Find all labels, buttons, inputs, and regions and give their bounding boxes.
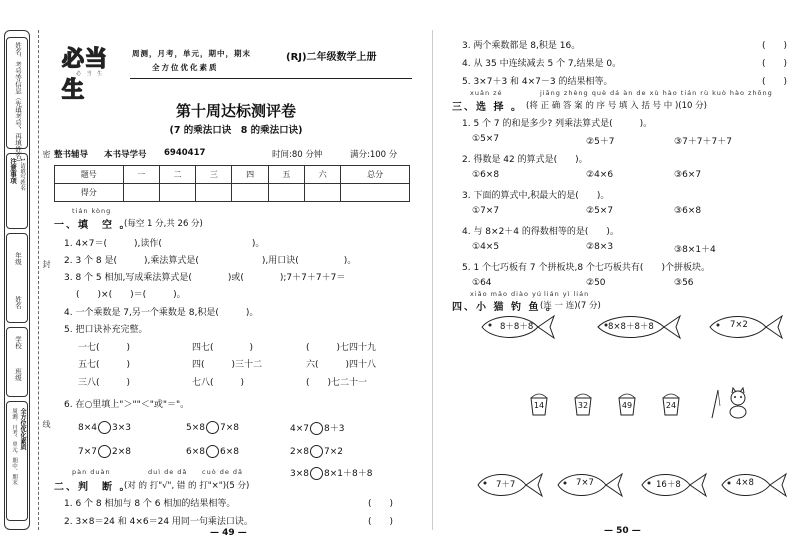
score-cell: 五: [268, 166, 304, 184]
score-cell: 一: [123, 166, 159, 184]
q3a: 3. 8 个 5 相加,写成乘法算式是( )或( );7＋7＋7＋7＝: [64, 273, 346, 283]
compare-right: 2×8: [112, 447, 131, 457]
compare-circle[interactable]: [310, 445, 323, 458]
brand-slogan: 全方位优化素质: [152, 63, 219, 72]
s4-pinyin-1: xiǎo māo diào yú: [470, 290, 542, 298]
q4: 4. 一个乘数是 7,另一个乘数是 8,积是( )。: [64, 308, 259, 318]
bucket-number: 32: [577, 401, 589, 410]
fish-label: 8＋8＋8: [500, 322, 534, 332]
label-grade: 年级: [14, 252, 22, 265]
compare-circle[interactable]: [206, 445, 219, 458]
choice-4-opt[interactable]: ③8×1＋4: [674, 245, 716, 255]
s1-pinyin: tián kòng: [72, 207, 112, 215]
notice-title: 注意事项: [9, 158, 17, 184]
choice-5-opt[interactable]: ②50: [586, 278, 606, 288]
score-cell: 得分: [55, 184, 124, 202]
q5-item: 三八( ): [78, 378, 131, 388]
judge-5-answer[interactable]: ( ): [762, 77, 788, 87]
s2-pinyin-2: duì de dǎ: [148, 468, 188, 476]
logo: [52, 34, 130, 103]
choice-3-opt[interactable]: ②5×7: [586, 206, 614, 216]
section-1-note: (每空 1 分,共 26 分): [124, 219, 203, 229]
fish-label: 16＋8: [656, 480, 681, 490]
score-cell: 题号: [55, 166, 124, 184]
judge-3-answer[interactable]: ( ): [762, 41, 788, 51]
judge-4: 4. 从 35 中连续减去 5 个 7,结果是 0。: [462, 59, 622, 69]
q2: 2. 3 个 8 是( ),乘法算式是( ),用口诀( )。: [64, 256, 357, 266]
compare-left: 3×8: [290, 469, 309, 479]
q6: 6. 在○里填上"＞""＜"或"＝"。: [64, 400, 190, 410]
choice-2-opt[interactable]: ③6×7: [674, 170, 702, 180]
info-box-text: 姓名、考号等信息（先填考号，再填姓名）: [14, 42, 22, 166]
choice-2: 2. 得数是 42 的算式是( )。: [462, 155, 588, 165]
cat-fishing-icon: [708, 386, 752, 420]
brand-tags: 周测，月考，单元，期中，期末: [132, 49, 251, 58]
score-input-cell[interactable]: [232, 184, 268, 202]
q5-item: ( )七二十一: [306, 378, 368, 388]
score-cell: 四: [232, 166, 268, 184]
choice-3: 3. 下面的算式中,积最大的是( )。: [462, 191, 610, 201]
compare-circle[interactable]: [98, 445, 111, 458]
compare-left: 6×8: [186, 447, 205, 457]
section-4-note: (连 一 连)(7 分): [540, 301, 601, 311]
compare-item: [290, 466, 372, 480]
compare-right: 6×8: [220, 447, 239, 457]
strip-slogan: 全方位优化素质: [19, 408, 26, 450]
compare-item: [290, 421, 344, 435]
logo-subtext: 必 当 生: [76, 71, 105, 77]
page-number-left: — 49 —: [210, 528, 247, 538]
q5-item: 七八( ): [192, 378, 245, 388]
compare-circle[interactable]: [206, 421, 219, 434]
choice-5-opt[interactable]: ③56: [674, 278, 694, 288]
grade-label: (RJ)二年级数学上册: [286, 52, 377, 63]
score-table: [54, 165, 410, 202]
cut-char-1: 密: [42, 150, 51, 158]
page-subtitle: (7 的乘法口诀 8 的乘法口诀): [169, 125, 303, 136]
bucket-number: 14: [533, 401, 545, 410]
score-input-cell[interactable]: [268, 184, 304, 202]
compare-item: [290, 445, 343, 458]
section-1-title: 一、填 空 。: [54, 220, 132, 231]
compare-left: 8×4: [78, 423, 97, 433]
compare-item: [78, 445, 131, 458]
cut-char-3: 线: [42, 420, 51, 428]
s2-pinyin-3: cuò de dǎ: [202, 468, 244, 476]
q1: 1. 4×7＝( ),读作( )。: [64, 239, 265, 249]
fish-label: 4×8: [736, 478, 754, 488]
page-number-right: — 50 —: [604, 526, 641, 536]
meta-code: 6940417: [164, 148, 206, 158]
judge-4-answer[interactable]: ( ): [762, 59, 788, 69]
q5: 5. 把口诀补充完整。: [64, 325, 148, 335]
q5-item: 四( )三十二: [192, 360, 263, 370]
section-2-title: 二、判 断 。: [54, 482, 132, 493]
choice-1-opt[interactable]: ①5×7: [472, 134, 500, 144]
compare-item: [186, 445, 239, 458]
binding-strip: [4, 30, 30, 530]
label-school: 学校: [14, 336, 22, 349]
meta-org: 整书辅导: [54, 150, 89, 160]
s4-pinyin-2: lián yì lián: [544, 290, 590, 298]
fish-icon[interactable]: [720, 470, 788, 500]
s2-pinyin-1: pàn duàn: [72, 468, 111, 476]
score-cell: 六: [305, 166, 341, 184]
score-cell: 三: [196, 166, 232, 184]
judge-2: 2. 3×8＝24 和 4×6＝24 用同一句乘法口诀。: [64, 517, 253, 527]
section-2-note: (对 的 打"√", 错 的 打"×")(5 分): [124, 481, 250, 491]
choice-5: 5. 1 个七巧板有 7 个拼板块,8 个七巧板共有( )个拼板块。: [462, 263, 710, 273]
score-input-cell[interactable]: [159, 184, 195, 202]
bucket-number: 49: [621, 401, 633, 410]
compare-circle[interactable]: [310, 422, 323, 435]
compare-item: [78, 421, 131, 434]
compare-left: 4×7: [290, 424, 309, 434]
section-3-title: 三、选 择 。: [452, 102, 523, 113]
meta-time: 时间:80 分钟: [272, 150, 323, 160]
fish-label: 7×7: [576, 478, 594, 488]
choice-1-opt[interactable]: ③7＋7＋7＋7: [674, 137, 732, 147]
logo-text: 必当生: [62, 47, 109, 103]
choice-2-opt[interactable]: ①6×8: [472, 170, 500, 180]
compare-circle[interactable]: [98, 421, 111, 434]
q5-item: ( )七四十九: [306, 343, 377, 353]
name-box: [6, 233, 28, 323]
score-input-cell[interactable]: [305, 184, 341, 202]
choice-4: 4. 与 8×2＋4 的得数相等的是( )。: [462, 227, 619, 237]
choice-1-opt[interactable]: ②5＋7: [586, 137, 615, 147]
score-table-score-row: [55, 184, 410, 202]
cut-line: [38, 30, 39, 530]
score-table-header-row: [55, 166, 410, 184]
label-class: 班级: [14, 368, 22, 381]
choice-3-opt[interactable]: ①7×7: [472, 206, 500, 216]
q5-item: 五七( ): [78, 360, 131, 370]
info-box: [6, 37, 28, 166]
choice-2-opt[interactable]: ②4×6: [586, 170, 614, 180]
score-input-cell[interactable]: [123, 184, 159, 202]
meta-code-label: 本书导学号: [104, 150, 147, 160]
notice-item-1: 1.请填写姓名: [19, 158, 25, 191]
brand-box: [6, 401, 28, 521]
strip-brand: 周测、月考、单元、期中、期末: [11, 408, 17, 485]
cut-char-2: 封: [42, 260, 51, 268]
header-rule: [130, 78, 412, 79]
compare-circle[interactable]: [310, 467, 323, 480]
fish-label: 7×2: [730, 320, 748, 330]
score-input-cell[interactable]: [341, 184, 410, 202]
s3-pinyin-1: xuǎn zé: [470, 89, 503, 97]
compare-right: 3×3: [112, 423, 131, 433]
meta-score: 满分:100 分: [350, 150, 398, 160]
judge-5: 5. 3×7＋3 和 4×7－3 的结果相等。: [462, 77, 613, 87]
score-cell: 二: [159, 166, 195, 184]
notice-box: [6, 153, 28, 229]
judge-1-answer[interactable]: ( ): [368, 499, 394, 509]
fish-label: 7＋7: [496, 480, 516, 490]
page-divider: [432, 30, 433, 530]
compare-left: 2×8: [290, 447, 309, 457]
judge-2-answer[interactable]: ( ): [368, 517, 394, 527]
section-3-note: (将 正 确 答 案 的 序 号 填 入 括 号 中 )(10 分): [526, 101, 707, 111]
page-title: 第十周达标测评卷: [175, 102, 296, 120]
compare-left: 5×8: [186, 423, 205, 433]
s3-pinyin-2: jiāng zhèng què dá àn de xù hào tián rù kuò hào zhōng: [540, 89, 773, 97]
section-4-title: 四、小 猫 钓 鱼 。: [452, 302, 558, 313]
choice-5-opt[interactable]: ①64: [472, 278, 492, 288]
compare-item: [186, 421, 239, 434]
q5-item: 六( )四十八: [306, 360, 377, 370]
compare-left: 7×7: [78, 447, 97, 457]
score-input-cell[interactable]: [196, 184, 232, 202]
compare-right: 8×1＋8＋8: [324, 469, 373, 479]
fish-label: 8×8＋8＋8: [608, 322, 654, 332]
compare-right: 7×8: [220, 423, 239, 433]
choice-3-opt[interactable]: ③6×8: [674, 206, 702, 216]
bucket-number: 24: [665, 401, 677, 410]
choice-4-opt[interactable]: ①4×5: [472, 242, 500, 252]
label-name: 姓名: [14, 296, 22, 309]
judge-3: 3. 两个乘数都是 8,积是 16。: [462, 41, 581, 51]
compare-right: 8＋3: [324, 424, 345, 434]
choice-4-opt[interactable]: ②8×3: [586, 242, 614, 252]
q5-item: 一七( ): [78, 343, 131, 353]
choice-1: 1. 5 个 7 的和是多少? 列乘法算式是( )。: [462, 119, 653, 129]
school-box: [6, 327, 28, 397]
judge-1: 1. 6 个 8 相加与 8 个 6 相加的结果相等。: [64, 499, 236, 509]
score-cell: 总分: [341, 166, 410, 184]
compare-right: 7×2: [324, 447, 343, 457]
q3b: ( )×( )＝( )。: [76, 290, 186, 300]
q5-item: 四七( ): [192, 343, 254, 353]
